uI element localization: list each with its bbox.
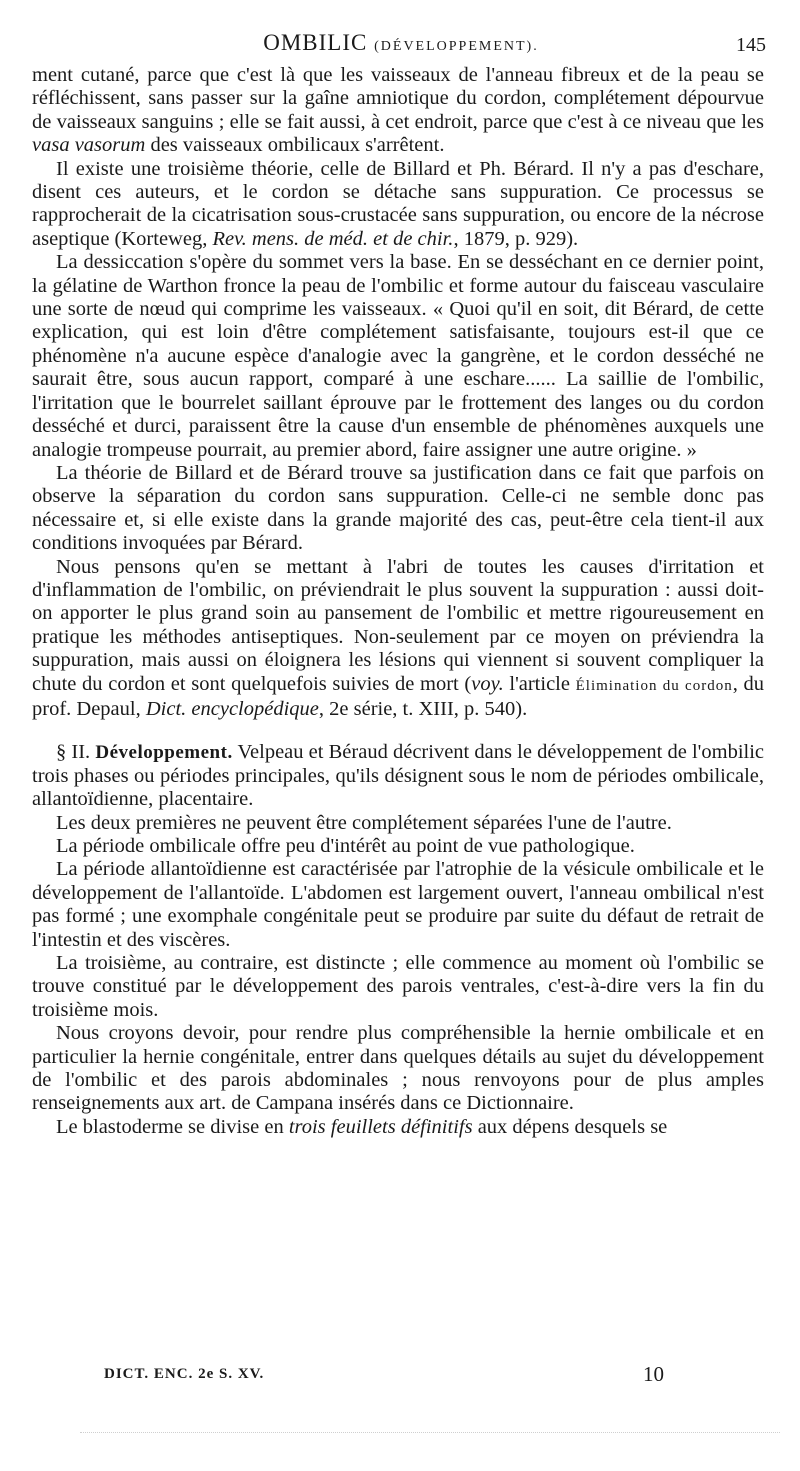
paragraph-11 [32, 1116, 764, 1139]
paragraph-6: Les deux premières ne peuvent être complétement séparées l'une de l'autre. [56, 811, 672, 834]
running-title [36, 30, 766, 56]
paragraph-5-mid: l'article [503, 672, 576, 695]
paragraph-5-voy: voy. [471, 672, 504, 695]
paragraph-2-end: , 1879, p. 929). [453, 227, 579, 250]
paragraph-2-italic: Rev. mens. de méd. et de chir. [212, 227, 454, 250]
page-footer [104, 1362, 664, 1388]
paragraph-3: La dessiccation s'opère du sommet vers la base. En se desséchant en ce dernier point, la gélatine de Warthon fronce la peau de l'ombilic et forme autour du faisceau vasculaire une sorte de nœud qui comprime les vaisseaux. « Quoi qu'il en soit, dit Bérard, de cette explication, qui est loin d'être complétement satisfaisante, toujours est-il que ce phénomène n'a aucune espèce d'analogie avec la gangrène, et le cordon desséché ne saurait être, sous aucun rapport, comparé à une eschare...... La saillie de l'ombilic, l'irritation que le bourrelet saillant éprouve par le frottement des langes ou du cordon desséché et durci, paraissent être la cause d'un ensemble de phénomènes auxquels une analogie trompeuse pourrait, au premier abord, faire assigner une autre origine. » [32, 251, 764, 461]
running-title-main: OMBILIC [263, 30, 368, 55]
paragraph-5-end: , 2e série, t. XIII, p. 540). [318, 697, 528, 720]
paragraph-11-italic: trois feuillets définitifs [288, 1115, 473, 1138]
paragraph-5-mid2: , du prof. Depaul, [32, 672, 764, 720]
bleed-through-line [80, 1432, 780, 1435]
section-spacer [32, 721, 764, 741]
running-title-sub: (DÉVELOPPEMENT). [374, 39, 539, 54]
footer-signature: DICT. ENC. 2e S. XV. [104, 1366, 265, 1382]
footer-sheet-number: 10 [643, 1362, 664, 1386]
paragraph-5-smallcaps: Élimination du cordon [575, 677, 733, 694]
section-2-mark: § II. [56, 741, 91, 764]
paragraph-5 [32, 556, 764, 722]
paragraph-8: La période allantoïdienne est caractérisée par l'atrophie de la vésicule ombilicale et le développement de l'allantoïde. L'abdomen est largement ouvert, l'anneau ombilical n'est pas formé ; une exomphale congénitale peut se produire par suite du défaut de retrait de l'intestin et des viscères. [32, 858, 764, 951]
paragraph-2-text: Il existe une troisième théorie, celle de Billard et Ph. Bérard. Il n'y a pas d'eschare, disent ces auteurs, et le cordon se détache sans suppuration. Ce processus se rapprocherait de la cicatrisation sous-crustacée sans suppuration, ou encore de la nécrose aseptique (Korteweg, [32, 157, 764, 250]
paragraph-1-end: des vaisseaux ombilicaux s'arrêtent. [145, 134, 445, 157]
paragraph-1-italic: vasa vasorum [32, 134, 146, 157]
paragraph-5-dict: Dict. encyclopédique [145, 697, 319, 720]
section-2-heading: Développement. [95, 742, 233, 764]
paragraph-9: La troisième, au contraire, est distincte ; elle commence au moment où l'ombilic se trouve constitué par le développement des parois ventrales, c'est-à-dire vers la fin du troisième mois. [32, 952, 764, 1021]
paragraph-1 [32, 64, 764, 158]
paragraph-5-text: Nous pensons qu'en se mettant à l'abri de toutes les causes d'irritation et d'inflammation de l'ombilic, on préviendrait le plus souvent la suppuration : aussi doit-on apporter le plus grand soin au pansement de l'ombilic et mettre rigoureusement en pratique les méthodes antiseptiques. Non-seulement par ce moyen on préviendra la suppuration, mais aussi on éloignera les lésions qui viennent si souvent compliquer la chute du cordon et sont quelquefois suivies de mort ( [32, 555, 764, 695]
page-number: 145 [736, 34, 766, 56]
section-2-heading-paragraph [32, 741, 764, 811]
page-body [32, 64, 764, 1139]
page-header [36, 30, 766, 62]
paragraph-7: La période ombilicale offre peu d'intérêt au point de vue pathologique. [56, 835, 635, 857]
paragraph-2 [32, 158, 764, 252]
paragraph-10: Nous croyons devoir, pour rendre plus compréhensible la hernie ombilicale et en particulier la hernie congénitale, entrer dans quelques détails au sujet du développement de l'ombilic et des parois abdominales ; nous renvoyons pour de plus amples renseignements aux art. de Campana insérés dans ce Dictionnaire. [32, 1022, 764, 1115]
paragraph-11-text: Le blastoderme se divise en [56, 1115, 289, 1138]
paragraph-1-text: ment cutané, parce que c'est là que les vaisseaux de l'anneau fibreux et de la peau se réfléchissent, sans passer sur la gaîne amniotique du cordon, complétement dépourvue de vaisseaux sanguins ; elle se fait aussi, à cet endroit, parce que c'est à ce niveau que les [32, 64, 764, 133]
section-2-text: Velpeau et Béraud décrivent dans le développement de l'ombilic trois phases ou périodes principales, qu'ils désignent sous le nom de périodes ombilicale, allantoïdienne, placentaire. [32, 741, 765, 811]
paragraph-4: La théorie de Billard et de Bérard trouve sa justification dans ce fait que parfois on observe la séparation du cordon sans suppuration. Celle-ci ne semble donc pas nécessaire et, si elle existe dans la grande majorité des cas, peut-être cela tient-il aux conditions invoquées par Bérard. [32, 461, 764, 555]
paragraph-11-end: aux dépens desquels se [472, 1115, 668, 1138]
